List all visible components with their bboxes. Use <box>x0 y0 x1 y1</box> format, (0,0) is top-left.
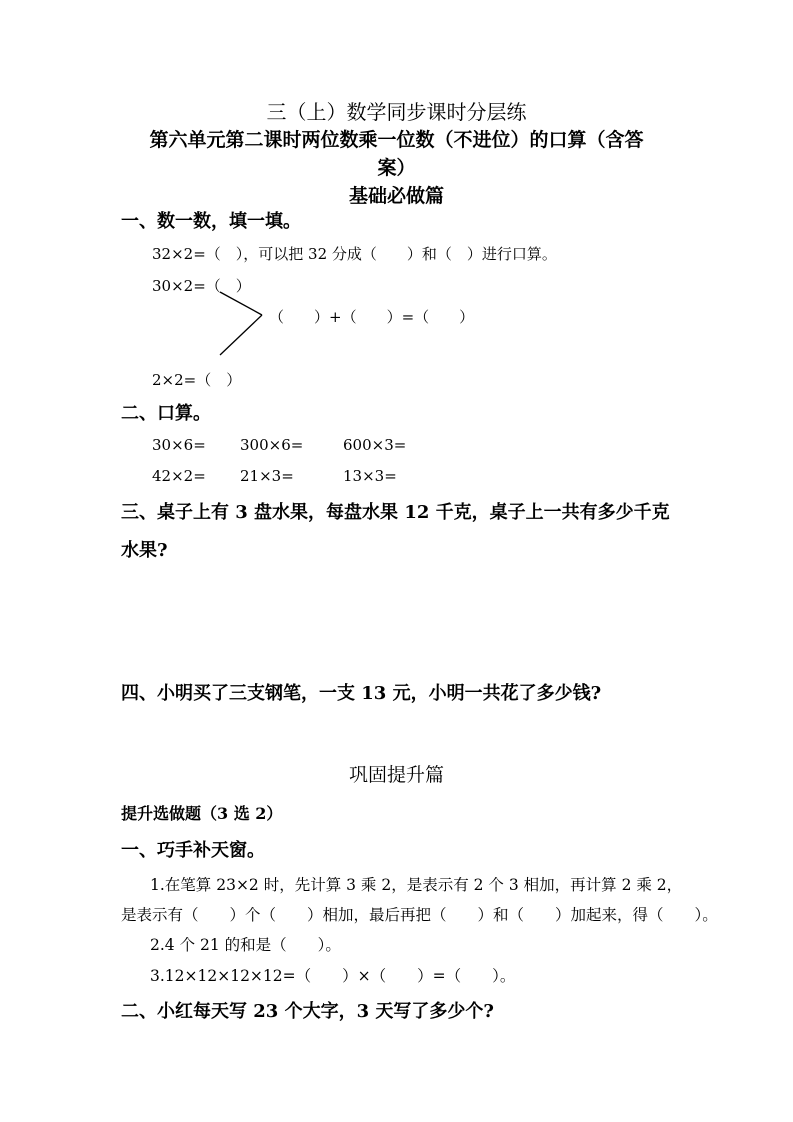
part2-heading: 二、口算。 <box>121 403 211 424</box>
part1-line3: （ ）+（ ）=（ ） <box>269 308 475 326</box>
part3-line1: 三、桌子上有 3 盘水果，每盘水果 12 千克，桌子上一共有多少千克 <box>121 502 670 523</box>
advanced-q1-item1-line1: 1.在笔算 23×2 时，先计算 3 乘 2，是表示有 2 个 3 相加，再计算 2 乘 2， <box>150 876 683 894</box>
advanced-subheading: 提升选做题（3 选 2） <box>121 804 283 823</box>
part3-line2: 水果? <box>121 540 168 561</box>
part4-heading: 四、小明买了三支钢笔，一支 13 元，小明一共花了多少钱? <box>121 683 602 704</box>
page-title: 三（上）数学同步课时分层练 <box>266 100 527 124</box>
oral-calc-item: 30×6= <box>152 436 206 454</box>
part1-line1: 32×2=（ ），可以把 32 分成（ ）和（ ）进行口算。 <box>152 245 557 263</box>
advanced-q1-heading: 一、巧手补天窗。 <box>121 840 265 861</box>
part1-heading: 一、数一数，填一填。 <box>121 211 301 232</box>
oral-calc-item: 13×3= <box>343 467 397 485</box>
oral-calc-item: 42×2= <box>152 467 206 485</box>
page-subtitle-line1: 第六单元第二课时两位数乘一位数（不进位）的口算（含答 <box>149 129 644 151</box>
oral-calc-item: 600×3= <box>343 436 407 454</box>
advanced-q1-item1-line2: 是表示有（ ）个（ ）相加，最后再把（ ）和（ ）加起来，得（ ）。 <box>121 906 718 924</box>
part1-line4: 2×2=（ ） <box>152 371 242 389</box>
section-title-basic: 基础必做篇 <box>348 185 444 207</box>
section-title-advanced: 巩固提升篇 <box>348 764 444 786</box>
part1-line2: 30×2=（ ） <box>152 277 251 295</box>
oral-calc-item: 300×6= <box>240 436 304 454</box>
oral-calc-item: 21×3= <box>240 467 294 485</box>
advanced-q2-heading: 二、小红每天写 23 个大字，3 天写了多少个? <box>121 1001 494 1022</box>
bracket-lines <box>218 290 268 360</box>
advanced-q1-item3: 3.12×12×12×12=（ ）×（ ）=（ ）。 <box>150 967 516 985</box>
advanced-q1-item2: 2.4 个 21 的和是（ ）。 <box>150 936 341 954</box>
page-subtitle-line2: 案） <box>377 157 416 179</box>
